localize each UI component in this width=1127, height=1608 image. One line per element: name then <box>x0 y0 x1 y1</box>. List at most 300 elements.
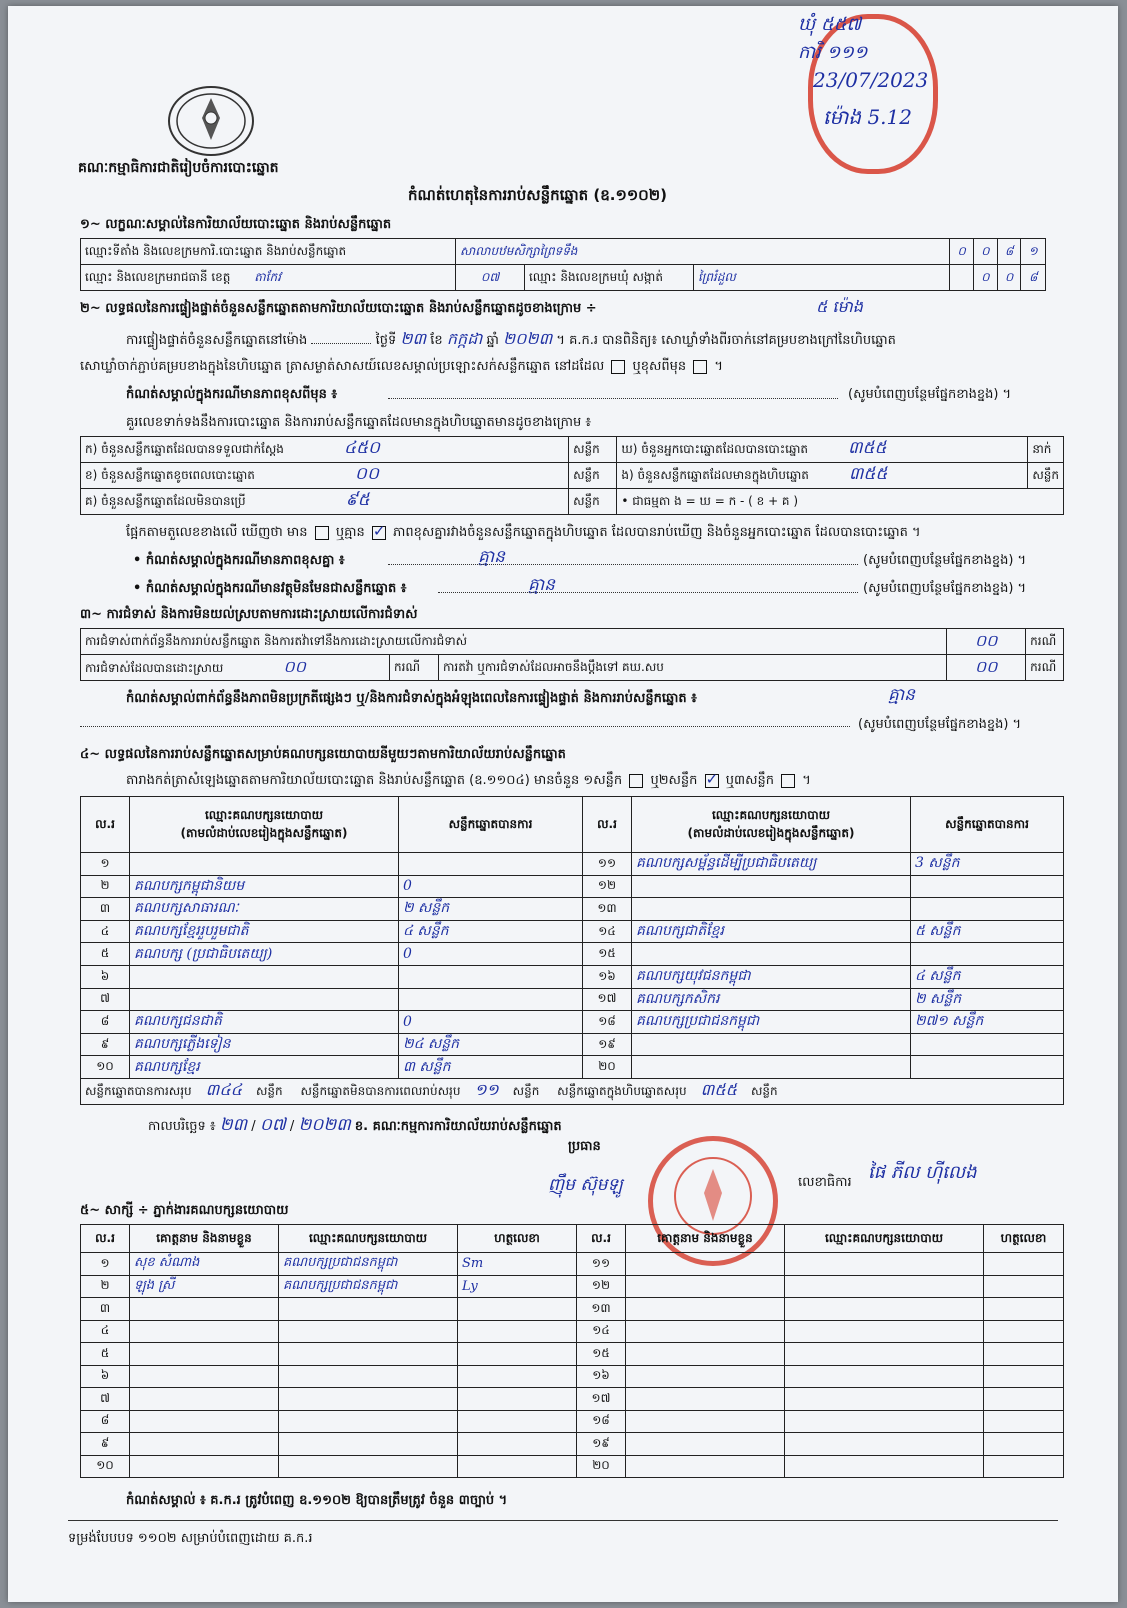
no-diff-checkbox[interactable] <box>372 526 386 540</box>
table-row <box>81 988 1064 1011</box>
result-votes <box>911 1033 1064 1056</box>
table-row <box>81 898 1064 921</box>
table-row <box>81 1011 1064 1034</box>
result-party: គណបក្សកម្ពុជានិយម <box>130 875 399 898</box>
witness-table <box>80 1224 1064 1478</box>
tally-1-checkbox[interactable] <box>629 774 643 788</box>
result-no: ១៥ <box>583 943 632 966</box>
section1-heading: ១~ លក្ខណៈសម្គាល់នៃការិយាល័យបោះឆ្នោត និងរាប់សន្លឹកឆ្នោត <box>80 217 392 232</box>
result-no: ៤ <box>81 920 130 943</box>
footnote: កំណត់សម្គាល់ ៖ គ.ក.រ ត្រូវបំពេញ ឧ.១១០២ ឱ្យបានត្រឹមត្រូវ ចំនួន ៣ច្បាប់ ។ <box>126 1493 508 1508</box>
result-party <box>632 943 911 966</box>
bullet1-value: គ្មាន <box>478 547 505 567</box>
result-no: ១៨ <box>583 1011 632 1034</box>
result-votes <box>911 1056 1064 1079</box>
bullet1-line <box>388 564 858 565</box>
table-row <box>81 853 1064 876</box>
stamp-line-2: ការិ ១១១ <box>798 42 868 63</box>
table-row <box>81 1455 1064 1478</box>
section1-table <box>80 238 1046 291</box>
witness-signature <box>984 1433 1064 1456</box>
verify-line-2-text: សោឃ្លាំចាក់ភ្ជាប់គម្របខាងក្នុងនៃហិបឆ្នោត ត្រាសម្ងាត់សាសយ៍លេខសម្គាល់ប្រឡោះសក់សន្លឹកឆ្នោត នៅដដែល <box>80 359 605 374</box>
witness-name <box>626 1253 785 1276</box>
witness-no: ៥ <box>81 1343 130 1366</box>
verify-day-label: ថ្ងៃទី <box>375 333 397 348</box>
witness-party <box>785 1433 984 1456</box>
witness-signature <box>458 1298 577 1321</box>
witness-party <box>785 1410 984 1433</box>
objection-table <box>80 628 1064 681</box>
result-party <box>130 988 399 1011</box>
witness-no: ៣ <box>81 1298 130 1321</box>
col-no-left: ល.រ <box>81 797 130 853</box>
col-party-left-title: ឈ្មោះគណបក្សនយោបាយ <box>204 807 324 822</box>
appeal-unit: ករណី <box>1026 655 1064 681</box>
witness-no: ២ <box>81 1275 130 1298</box>
objection-value: ០០ <box>947 629 1026 655</box>
witness-party <box>279 1343 458 1366</box>
table-row <box>81 1253 1064 1276</box>
witness-signature <box>458 1455 577 1478</box>
result-party <box>632 875 911 898</box>
witness-no: ១ <box>81 1253 130 1276</box>
witness-party <box>785 1388 984 1411</box>
chair-name: ញ៉ឹម ស៊ុមឡូ <box>548 1175 623 1195</box>
witness-name <box>626 1365 785 1388</box>
verify-time-label: ការផ្ទៀងផ្ទាត់ចំនួនសន្លឹកឆ្នោតនៅម៉ោង <box>126 333 308 348</box>
result-votes <box>399 853 583 876</box>
witness-party: គណបក្សប្រជាជនកម្ពុជា <box>279 1275 458 1298</box>
witness-party <box>279 1298 458 1321</box>
w-col-name-right: គោត្តនាម និងនាមខ្លួន <box>626 1225 785 1253</box>
appeal-label: ការតវ៉ា ឬការជំទាស់ដែលអាចនឹងប្ដឹងទៅ គឃ.សប <box>439 655 947 681</box>
result-party: គណបក្សខ្មែរ <box>130 1056 399 1079</box>
no-diff-label: ឬគ្មាន <box>335 525 365 540</box>
table-row <box>81 1410 1064 1433</box>
spoiled-value: ០០ <box>354 464 379 484</box>
table-row <box>81 1056 1064 1079</box>
witness-no: ៩ <box>81 1433 130 1456</box>
witness-signature <box>984 1343 1064 1366</box>
unused-label: គ) ចំនួនសន្លឹកឆ្នោតដែលមិនបានប្រើ <box>85 494 246 508</box>
result-votes: ៣ សន្លឹក <box>399 1056 583 1079</box>
witness-party <box>785 1298 984 1321</box>
witness-no: ៨ <box>81 1410 130 1433</box>
ballots-in-box-value: ៣៥៥ <box>848 464 888 484</box>
province-code: ០៧ <box>456 265 525 291</box>
col-party-right <box>632 797 911 853</box>
table-row <box>81 965 1064 988</box>
witness-no: ១៧ <box>577 1388 626 1411</box>
results-table <box>80 796 1064 1105</box>
result-votes: 3 សន្លឹក <box>911 853 1064 876</box>
witness-no: ៦ <box>81 1365 130 1388</box>
table-row <box>81 1433 1064 1456</box>
stamp-line-1: ឃុំ ៥៥៧ <box>798 14 862 35</box>
location-code-2: ០ <box>973 239 997 265</box>
result-votes <box>911 898 1064 921</box>
unused-value: ៩៥ <box>345 490 370 510</box>
tally-intro: តារាងកត់ត្រាសំឡេងឆ្នោតតាមការិយាល័យបោះឆ្នោត និងរាប់សន្លឹកឆ្នោត (ឧ.១១០៤) មានចំនួន ១សន្លឹក <box>126 773 623 788</box>
commune-code-2: ០ <box>997 265 1021 291</box>
verify-month: កក្កដា <box>446 329 483 348</box>
result-party: គណបក្សសាធារណៈ <box>130 898 399 921</box>
formula-note: • ជាធម្មតា ង = ឃ = ក - ( ខ + គ ) <box>617 489 1064 515</box>
section2-heading: ២~ លទ្ធផលនៃការផ្ទៀងផ្ទាត់ចំនួនសន្លឹកឆ្នោតតាមការិយាល័យបោះឆ្នោត និងរាប់សន្លឹកឆ្នោតដូចខាងក្រោម ÷ <box>80 301 597 316</box>
tally-3-label: ឬ៣សន្លឹក <box>725 773 774 788</box>
w-col-sign-left: ហត្ថលេខា <box>458 1225 577 1253</box>
section3-heading: ៣~ ការជំទាស់ និងការមិនយល់ស្របតាមការដោះស្រាយលើការជំទាស់ <box>80 607 418 622</box>
witness-name <box>130 1455 279 1478</box>
appeal-value: ០០ <box>947 655 1026 681</box>
chair-label: ប្រធាន <box>568 1139 601 1154</box>
witness-party <box>785 1455 984 1478</box>
witness-no: ១៥ <box>577 1343 626 1366</box>
verify-year-label: ឆ្នាំ <box>486 333 499 348</box>
commission-logo <box>168 86 254 156</box>
witness-party <box>279 1388 458 1411</box>
result-no: ១០ <box>81 1056 130 1079</box>
compare-line <box>126 524 921 543</box>
witness-name <box>626 1410 785 1433</box>
result-no: ២ <box>81 875 130 898</box>
location-label: ឈ្មោះទីតាំង និងលេខក្រមការិ.បោះឆ្នោត និងរាប់សន្លឹកឆ្នោត <box>81 239 456 265</box>
result-no: ១៧ <box>583 988 632 1011</box>
date-line: កាលបរិច្ឆេទ ៖ ២៣ / ០៧ / ២០២៣ ខ. គណៈកម្មការការិយាល័យរាប់សន្លឹកឆ្នោត <box>148 1115 562 1135</box>
result-no: ៧ <box>81 988 130 1011</box>
witness-no: ១៦ <box>577 1365 626 1388</box>
result-party: គណបក្សកសិករ <box>632 988 911 1011</box>
verify-year: ២០២៣ <box>503 329 553 348</box>
result-no: ៥ <box>81 943 130 966</box>
ballots-in-box-unit: សន្លឹក <box>1028 463 1064 489</box>
witness-party: គណបក្សប្រជាជនកម្ពុជា <box>279 1253 458 1276</box>
result-party <box>130 853 399 876</box>
result-no: ១២ <box>583 875 632 898</box>
witness-signature <box>984 1320 1064 1343</box>
result-votes: ២៧១ សន្លឹក <box>911 1011 1064 1034</box>
location-code-3: ៨ <box>997 239 1021 265</box>
resolved-unit: ករណី <box>390 655 439 681</box>
result-no: ១១ <box>583 853 632 876</box>
witness-signature: Sm <box>458 1253 577 1276</box>
col-no-right: ល.រ <box>583 797 632 853</box>
total-valid-label: សន្លឹកឆ្នោតបានការសរុប <box>85 1084 192 1099</box>
secretary-label: លេខាធិការ <box>798 1175 852 1190</box>
witness-no: ១៨ <box>577 1410 626 1433</box>
result-votes <box>399 988 583 1011</box>
col-party-left <box>130 797 399 853</box>
voters-label: ឃ) ចំនួនអ្នកបោះឆ្នោតដែលបានបោះឆ្នោត <box>621 442 808 456</box>
different-label: ឬខុសពីមុន <box>632 359 687 374</box>
result-party: គណបក្សជនជាតិ <box>130 1011 399 1034</box>
w-col-party-right: ឈ្មោះគណបក្សនយោបាយ <box>785 1225 984 1253</box>
witness-party <box>279 1455 458 1478</box>
witness-signature <box>984 1410 1064 1433</box>
w-col-no-right: ល.រ <box>577 1225 626 1253</box>
witness-no: ៧ <box>81 1388 130 1411</box>
result-votes: ២ សន្លឹក <box>399 898 583 921</box>
logo-emblem-icon <box>170 88 252 154</box>
witness-name <box>130 1410 279 1433</box>
received-unit: សន្លឹក <box>569 437 617 463</box>
table-row <box>81 1033 1064 1056</box>
unused-unit: សន្លឹក <box>569 489 617 515</box>
result-votes: ៤ សន្លឹក <box>911 965 1064 988</box>
witness-no: ១៤ <box>577 1320 626 1343</box>
total-invalid-value: ១១ <box>474 1080 499 1100</box>
result-party <box>632 898 911 921</box>
result-no: ៦ <box>81 965 130 988</box>
irregularity-note-line <box>80 726 850 727</box>
witness-signature <box>458 1320 577 1343</box>
witness-name <box>130 1343 279 1366</box>
objection-label: ការជំទាស់ពាក់ព័ន្ធនឹងការរាប់សន្លឹកឆ្នោត និងការតវ៉ាទៅនឹងការដោះស្រាយលើការជំទាស់ <box>81 629 947 655</box>
w-col-party-left: ឈ្មោះគណបក្សនយោបាយ <box>279 1225 458 1253</box>
received-value: ៤៥០ <box>343 438 381 458</box>
witness-name: ឡុង ស្រី <box>130 1275 279 1298</box>
form-sheet <box>8 6 1118 1602</box>
witness-party <box>279 1410 458 1433</box>
result-no: ១ <box>81 853 130 876</box>
result-party: គណបក្សខ្មែររួបរួមជាតិ <box>130 920 399 943</box>
date-suffix: ខ. គណៈកម្មការការិយាល័យរាប់សន្លឹកឆ្នោត <box>354 1119 562 1134</box>
witness-signature <box>984 1455 1064 1478</box>
result-no: ៨ <box>81 1011 130 1034</box>
stamp-line-3: 23/07/2023 <box>813 68 929 92</box>
ballots-in-box-label: ង) ចំនួនសន្លឹកឆ្នោតដែលមានក្នុងហិបឆ្នោត <box>621 468 809 482</box>
section5-heading: ៥~ សាក្សី ÷ ភ្នាក់ងារគណបក្សនយោបាយ <box>80 1203 289 1218</box>
footer-text: ទម្រង់បែបបទ ១១០២ សម្រាប់បំពេញដោយ គ.ក.រ <box>68 1531 313 1546</box>
result-no: ២០ <box>583 1056 632 1079</box>
witness-name <box>626 1455 785 1478</box>
w-col-name-left: គោត្តនាម និងនាមខ្លួន <box>130 1225 279 1253</box>
result-party <box>130 965 399 988</box>
table-row <box>81 1298 1064 1321</box>
witness-signature <box>984 1253 1064 1276</box>
witness-name <box>626 1275 785 1298</box>
result-votes: ២៤ សន្លឹក <box>399 1033 583 1056</box>
witness-no: ១៣ <box>577 1298 626 1321</box>
result-votes <box>399 965 583 988</box>
witness-name <box>626 1343 785 1366</box>
w-col-sign-right: ហត្ថលេខា <box>984 1225 1064 1253</box>
table-row <box>81 1365 1064 1388</box>
resolved-label: ការជំទាស់ដែលបានដោះស្រាយ <box>85 660 224 675</box>
witness-name <box>626 1298 785 1321</box>
total-box-unit: សន្លឹក <box>750 1084 778 1099</box>
irregularity-note-label: កំណត់សម្គាល់ពាក់ព័ន្ធនឹងភាពមិនប្រក្រតីផ្សេងៗ ឬ/និងការជំទាស់ក្នុងអំឡុងពេលនៃការផ្ទៀងផ្ទាត់ និងការរាប់សន្លឹកឆ្នោត ៖ <box>126 691 697 706</box>
compare-text-tail: ភាពខុសគ្នារវាងចំនួនសន្លឹកឆ្នោតក្នុងហិបឆ្នោត ដែលបានរាប់ឃើញ និងចំនួនអ្នកបោះឆ្នោត ដែលបានបោះឆ្នោត ។ <box>393 525 921 540</box>
count-intro: គួរលេខទាក់ទងនឹងការបោះឆ្នោត និងការរាប់សន្លឹកឆ្នោតដែលមានក្នុងហិបឆ្នោតមានដូចខាងក្រោម ៖ <box>126 415 592 430</box>
witness-signature <box>458 1343 577 1366</box>
province-label: ឈ្មោះ និងលេខក្រមរាជធានី ខេត្ត <box>85 269 231 284</box>
verify-line-2: សោឃ្លាំចាក់ភ្ជាប់គម្របខាងក្នុងនៃហិបឆ្នោត ត្រាសម្ងាត់សាសយ៍លេខសម្គាល់ប្រឡោះសក់សន្លឹកឆ្នោត នៅដដែល ឬខុសពីមុន ។ <box>80 359 723 374</box>
tally-line: តារាងកត់ត្រាសំឡេងឆ្នោតតាមការិយាល័យបោះឆ្នោត និងរាប់សន្លឹកឆ្នោត (ឧ.១១០៤) មានចំនួន ១សន្លឹក ឬ២សន្លឹក ✓ ឬ៣សន្លឹក ។ <box>126 772 811 791</box>
result-votes: 0 <box>399 943 583 966</box>
location-value: សាលាបឋមសិក្សាព្រៃទទឹង <box>456 239 950 265</box>
totals-row <box>81 1078 1064 1104</box>
witness-signature: Ly <box>458 1275 577 1298</box>
count-table <box>80 436 1064 515</box>
witness-signature <box>984 1298 1064 1321</box>
result-party <box>632 1056 911 1079</box>
result-votes: 0 <box>399 875 583 898</box>
result-party: គណបក្សយុវជនកម្ពុជា <box>632 965 911 988</box>
diff-note-line <box>388 398 838 399</box>
witness-name <box>130 1365 279 1388</box>
witness-signature <box>458 1388 577 1411</box>
table-row <box>81 943 1064 966</box>
result-votes: 0 <box>399 1011 583 1034</box>
resolved-value: ០០ <box>283 656 306 676</box>
col-party-right-title: ឈ្មោះគណបក្សនយោបាយ <box>711 807 831 822</box>
irregularity-note-suffix: (សូមបំពេញបន្ថែមផ្នែកខាងខ្នង) ។ <box>858 717 1022 732</box>
result-votes: ២ សន្លឹក <box>911 988 1064 1011</box>
witness-name: សុខ សំណាង <box>130 1253 279 1276</box>
bullet1-label: • កំណត់សម្គាល់ក្នុងករណីមានភាពខុសគ្នា ៖ <box>133 553 345 568</box>
footer-divider <box>68 1520 1058 1521</box>
result-votes: ៥ សន្លឹក <box>911 920 1064 943</box>
witness-signature <box>458 1433 577 1456</box>
bullet2-suffix: (សូមបំពេញបន្ថែមផ្នែកខាងខ្នង) ។ <box>863 581 1027 596</box>
witness-party <box>279 1433 458 1456</box>
bullet1-suffix: (សូមបំពេញបន្ថែមផ្នែកខាងខ្នង) ។ <box>863 553 1027 568</box>
col-party-left-sub: (តាមលំដាប់លេខរៀងក្នុងសន្លឹកឆ្នោត) <box>180 825 348 840</box>
secretary-name: ផៃ ភីល ហ៊ីលេង <box>868 1162 977 1183</box>
spoiled-unit: សន្លឹក <box>569 463 617 489</box>
tally-2-checkbox[interactable] <box>705 774 719 788</box>
voters-unit: នាក់ <box>1028 437 1064 463</box>
witness-no: ១១ <box>577 1253 626 1276</box>
irregularity-note-value: គ្មាន <box>888 685 915 705</box>
result-party: គណបក្សភ្លើងទៀន <box>130 1033 399 1056</box>
witness-party <box>279 1365 458 1388</box>
witness-name <box>626 1433 785 1456</box>
witness-name <box>130 1433 279 1456</box>
total-valid-unit: សន្លឹក <box>255 1084 283 1099</box>
table-row <box>81 1343 1064 1366</box>
section2-heading-hw: ៥ ម៉ោង <box>816 297 863 316</box>
objection-unit: ករណី <box>1026 629 1064 655</box>
result-party <box>632 1033 911 1056</box>
result-party: គណបក្សប្រជាជនកម្ពុជា <box>632 1011 911 1034</box>
witness-no: ១០ <box>81 1455 130 1478</box>
date-day: ២៣ <box>219 1115 248 1135</box>
col-votes-left: សន្លឹកឆ្នោតបានការ <box>399 797 583 853</box>
table-row <box>81 1275 1064 1298</box>
result-no: ១៣ <box>583 898 632 921</box>
commission-name: គណៈកម្មាធិការជាតិរៀបចំការបោះឆ្នោត <box>78 160 279 176</box>
witness-party <box>279 1320 458 1343</box>
witness-party <box>785 1365 984 1388</box>
commune-label: ឈ្មោះ និងលេខក្រមឃុំ សង្កាត់ <box>525 265 694 291</box>
witness-name <box>626 1320 785 1343</box>
verify-day: ២៣ <box>400 329 427 348</box>
has-diff-checkbox[interactable] <box>315 526 329 540</box>
witness-party <box>785 1275 984 1298</box>
witness-signature <box>984 1275 1064 1298</box>
result-no: ៩ <box>81 1033 130 1056</box>
commune-value: ព្រៃរំដួល <box>694 265 950 291</box>
tally-3-checkbox[interactable] <box>781 774 795 788</box>
different-checkbox[interactable] <box>693 360 707 374</box>
result-votes <box>911 943 1064 966</box>
commune-code-3: ៨ <box>1021 265 1046 291</box>
witness-name <box>130 1320 279 1343</box>
verify-line-1 <box>126 328 896 352</box>
result-party: គណបក្សសម្ព័ន្ធដើម្បីប្រជាធិបតេយ្យ <box>632 853 911 876</box>
w-col-no-left: ល.រ <box>81 1225 130 1253</box>
witness-no: ១២ <box>577 1275 626 1298</box>
witness-name <box>626 1388 785 1411</box>
witness-party <box>785 1253 984 1276</box>
result-no: ៣ <box>81 898 130 921</box>
total-valid-value: ៣៤៤ <box>205 1080 242 1100</box>
result-party: គណបក្សជាតិខ្មែរ <box>632 920 911 943</box>
witness-name <box>130 1298 279 1321</box>
received-label: ក) ចំនួនសន្លឹកឆ្នោតដែលបានទទួលជាក់ស្ដែង <box>85 442 284 456</box>
witness-signature <box>458 1365 577 1388</box>
verify-line-1-tail: ។ គ.ក.រ បានពិនិត្យ៖ សោឃ្លាំទាំងពីរចាក់នៅគម្របខាងក្រៅនៃហិបឆ្នោត <box>556 333 896 348</box>
witness-party <box>785 1320 984 1343</box>
witness-signature <box>984 1365 1064 1388</box>
result-party: គណបក្ស (ប្រជាធិបតេយ្យ) <box>130 943 399 966</box>
witness-signature <box>984 1388 1064 1411</box>
date-year: ២០២៣ <box>298 1115 351 1135</box>
witness-signature <box>458 1410 577 1433</box>
compare-text: ផ្អែកតាមតួលេខខាងលើ ឃើញថា មាន <box>126 525 308 540</box>
witness-party <box>785 1343 984 1366</box>
witness-no: ១៩ <box>577 1433 626 1456</box>
col-party-right-sub: (តាមលំដាប់លេខរៀងក្នុងសន្លឹកឆ្នោត) <box>687 825 855 840</box>
tally-2-label: ឬ២សន្លឹក <box>650 773 698 788</box>
date-label: កាលបរិច្ឆេទ ៖ <box>148 1119 216 1134</box>
date-month: ០៧ <box>259 1115 286 1135</box>
total-box-value: ៣៥៥ <box>700 1080 737 1100</box>
table-row <box>81 875 1064 898</box>
voters-value: ៣៥៥ <box>847 438 887 458</box>
location-code-4: ១ <box>1021 239 1046 265</box>
table-row <box>81 1320 1064 1343</box>
diff-note-suffix: (សូមបំពេញបន្ថែមផ្នែកខាងខ្នង) ។ <box>848 387 1012 402</box>
table-row <box>81 920 1064 943</box>
diff-note-label: កំណត់សម្គាល់ក្នុងករណីមានភាពខុសពីមុន ៖ <box>126 387 338 402</box>
result-votes <box>911 875 1064 898</box>
bullet2-label: • កំណត់សម្គាល់ក្នុងករណីមានវត្ថុមិនមែនជាសន្លឹកឆ្នោត ៖ <box>133 581 407 596</box>
col-votes-right: សន្លឹកឆ្នោតបានការ <box>911 797 1064 853</box>
total-invalid-label: សន្លឹកឆ្នោតមិនបានការពេលរាប់សរុប <box>300 1084 461 1099</box>
section4-heading: ៤~ លទ្ធផលនៃការរាប់សន្លឹកឆ្នោតសម្រាប់គណបក្សនយោបាយនីមួយៗតាមការិយាល័យរាប់សន្លឹកឆ្នោត <box>80 747 566 762</box>
witness-name <box>130 1388 279 1411</box>
commune-code-1: ០ <box>973 265 997 291</box>
province-value: តាកែវ <box>254 269 281 284</box>
stamp-line-4: ម៉ោង 5.12 <box>823 105 912 129</box>
witness-no: ៤ <box>81 1320 130 1343</box>
witness-no: ២០ <box>577 1455 626 1478</box>
bullet2-value: គ្មាន <box>528 575 555 595</box>
total-box-label: សន្លឹកឆ្នោតក្នុងហិបឆ្នោតសរុប <box>557 1084 687 1099</box>
result-no: ១៩ <box>583 1033 632 1056</box>
bullet2-line <box>438 592 858 593</box>
total-invalid-unit: សន្លឹក <box>512 1084 540 1099</box>
form-title: កំណត់ហេតុនៃការរាប់សន្លឹកឆ្នោត (ឧ.១១០២) <box>408 186 668 204</box>
table-row <box>81 1388 1064 1411</box>
result-votes: ៤ សន្លឹក <box>399 920 583 943</box>
spoiled-label: ខ) ចំនួនសន្លឹកឆ្នោតខូចពេលបោះឆ្នោត <box>85 468 255 482</box>
verify-month-label: ខែ <box>430 333 443 348</box>
same-checkbox[interactable] <box>611 360 625 374</box>
